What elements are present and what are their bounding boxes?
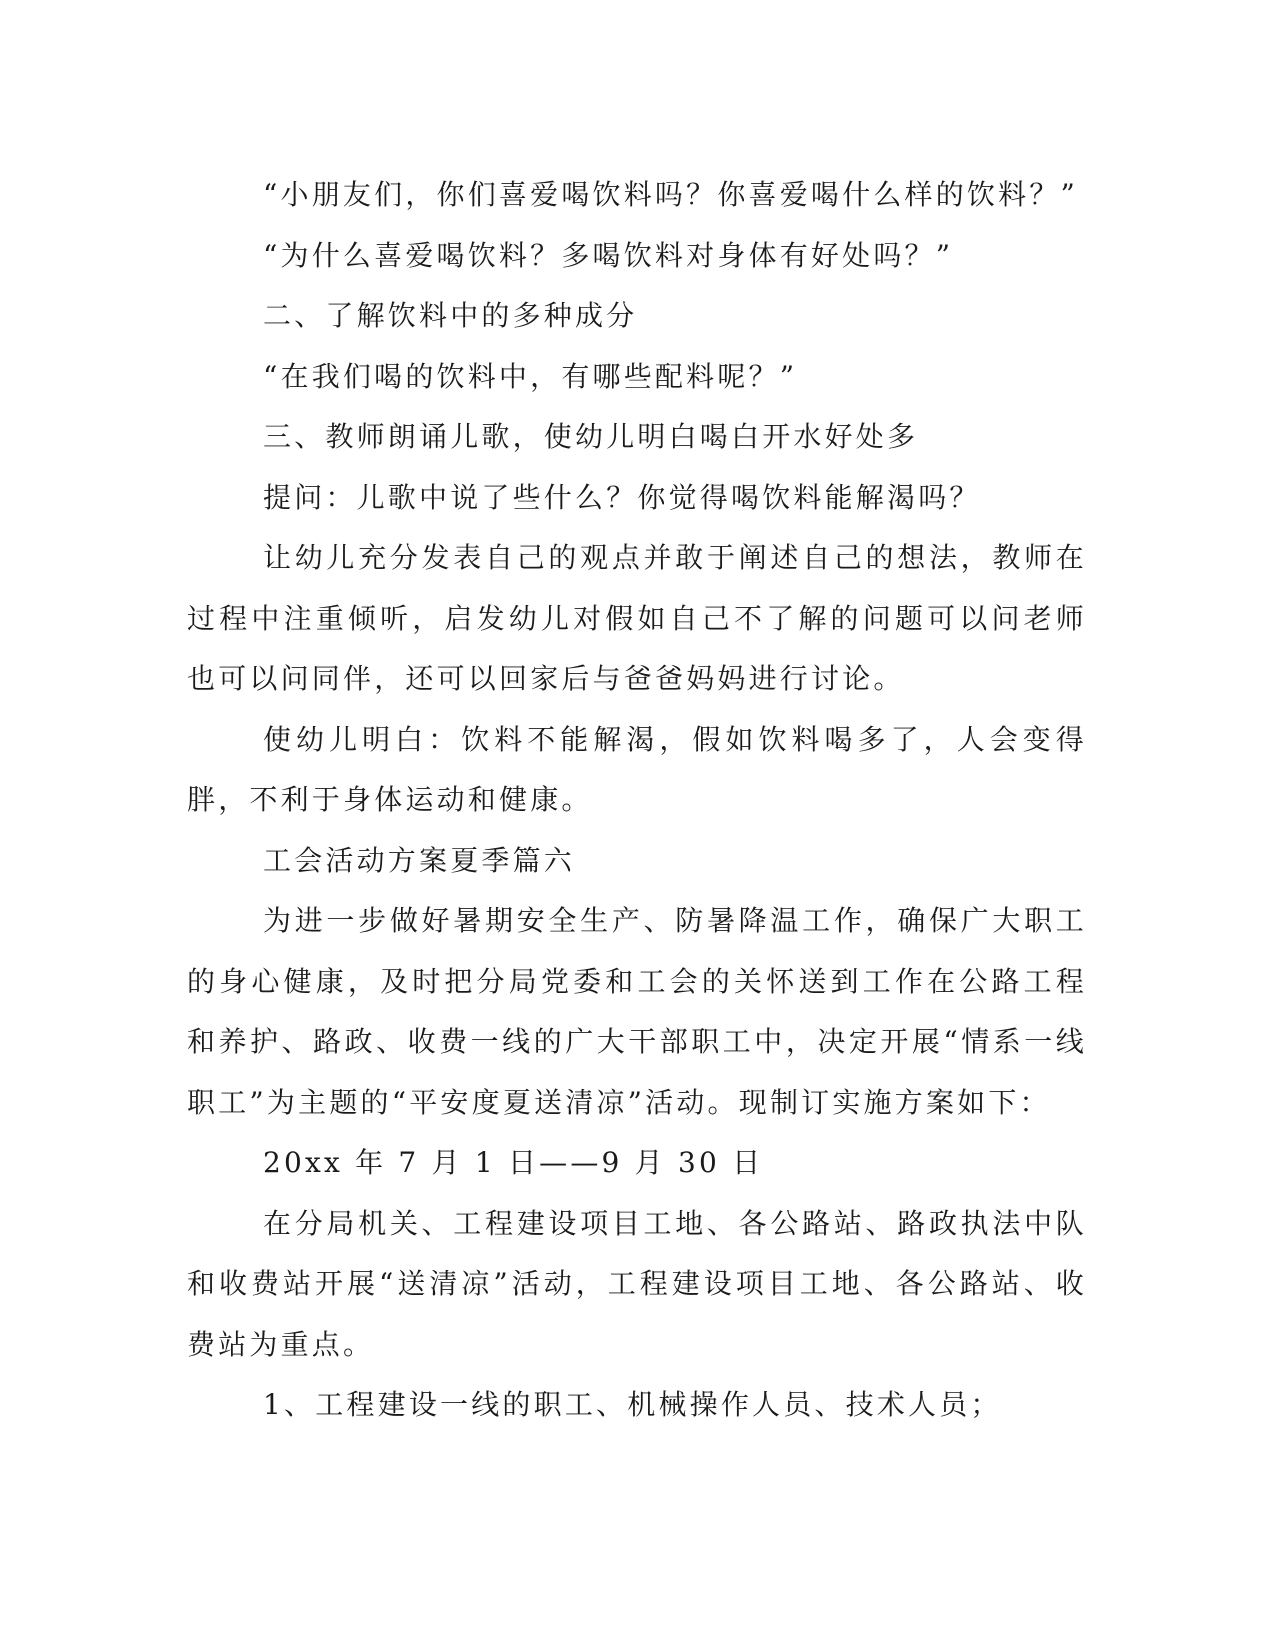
paragraph-scope: 在分局机关、工程建设项目工地、各公路站、路政执法中队和收费站开展“送清凉”活动，工程建设项目工地、各公路站、收费站为重点。 [187,1206,1087,1361]
document-page [187,165,1087,1565]
paragraph-question-1: “小朋友们，你们喜爱喝饮料吗？你喜爱喝什么样的饮料？” [263,178,1079,211]
paragraph-date-range: 20xx 年 7 月 1 日——9 月 30 日 [263,1146,764,1179]
paragraph-discussion: 让幼儿充分发表自己的观点并敢于阐述自己的想法，教师在过程中注重倾听，启发幼儿对假如自己不了解的问题可以问老师也可以问同伴，还可以回家后与爸爸妈妈进行讨论。 [187,541,1087,695]
paragraph-question-2: “为什么喜爱喝饮料？多喝饮料对身体有好处吗？” [263,238,954,272]
section-heading-2: 二、了解饮料中的多种成分 [263,299,638,332]
paragraph-purpose: 为进一步做好暑期安全生产、防暑降温工作，确保广大职工的身心健康，及时把分局党委和工会的关怀送到工作在公路工程和养护、路政、收费一线的广大干部职工中，决定开展“情系一线职工”为主题的“平安度夏送清凉”活动。现制订实施方案如下： [187,904,1087,1119]
paragraph-conclusion: 使幼儿明白：饮料不能解渴，假如饮料喝多了，人会变得胖，不利于身体运动和健康。 [187,722,1087,816]
section-heading-3: 三、教师朗诵儿歌，使幼儿明白喝白开水好处多 [263,420,919,453]
paragraph-prompt: 提问：儿歌中说了些什么？你觉得喝饮料能解渴吗？ [263,480,981,514]
section-title-part-6: 工会活动方案夏季篇六 [263,843,576,877]
list-item-1: 1、工程建设一线的职工、机械操作人员、技术人员； [263,1388,1002,1421]
paragraph-question-3: “在我们喝的饮料中，有哪些配料呢？” [263,359,798,393]
